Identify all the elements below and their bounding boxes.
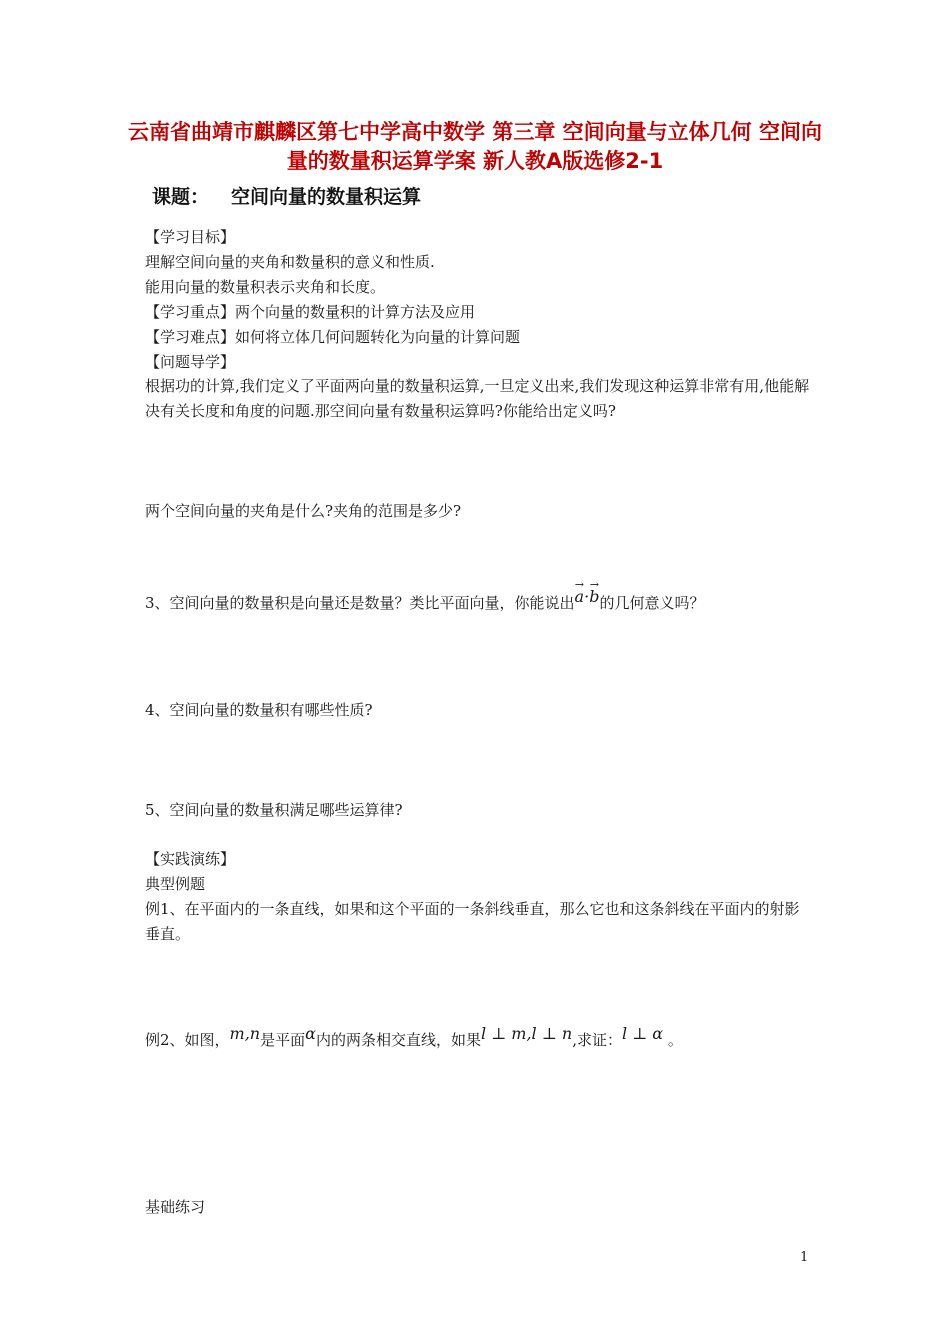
guide-intro: 根据功的计算,我们定义了平面两向量的数量积运算,一旦定义出来,我们发现这种运算非常有用,他能解决有关长度和角度的问题.那空间向量有数量积运算吗?你能给出定义吗? — [145, 377, 810, 420]
objective-item-1: 理解空间向量的夹角和数量积的意义和性质. — [145, 253, 435, 271]
key-point: 【学习重点】两个向量的数量积的计算方法及应用 — [145, 303, 476, 321]
lesson-label: 课题： — [152, 186, 210, 208]
question-5: 5、空间向量的数量积满足哪些运算律? — [145, 801, 403, 819]
question-3 — [145, 584, 810, 616]
basic-practice-heading: 基础练习 — [145, 1198, 206, 1216]
question-3-text-start: 3、空间向量的数量积是向量还是数量？类比平面向量，你能说出 — [145, 594, 575, 612]
difficulty: 【学习难点】如何将立体几何问题转化为向量的计算问题 — [145, 328, 521, 346]
document-title: 云南省曲靖市麒麟区第七中学高中数学 第三章 空间向量与立体几何 空间向量的数量积运算学案 新人教A版选修2-1 — [128, 120, 822, 173]
dot-operator: · — [584, 587, 590, 606]
example-1: 例1、在平面内的一条直线，如果和这个平面的一条斜线垂直，那么它也和这条斜线在平面内的射影垂直。 — [145, 900, 800, 943]
math-alpha: α — [305, 1024, 316, 1043]
question-3-text-end: 的几何意义吗？ — [599, 594, 705, 612]
page-number: 1 — [800, 1250, 809, 1265]
example-2-text-5: 。 — [663, 1031, 683, 1049]
example-2 — [145, 1024, 810, 1053]
objectives-heading: 【学习目标】 — [145, 228, 236, 246]
example-2-text-2: 是平面 — [260, 1031, 306, 1049]
math-m-n: m,n — [229, 1024, 261, 1043]
practice-subheading: 典型例题 — [145, 875, 206, 893]
lesson-title — [152, 184, 421, 210]
objective-item-2: 能用向量的数量积表示夹角和长度。 — [145, 278, 386, 296]
math-perpendicular-condition: l ⊥ m,l ⊥ n — [480, 1024, 573, 1043]
example-2-text-1: 例2、如图， — [145, 1031, 230, 1049]
vector-product-expression — [575, 587, 600, 606]
guide-heading: 【问题导学】 — [145, 353, 236, 371]
vector-b: → b — [589, 578, 599, 609]
question-4: 4、空间向量的数量积有哪些性质? — [145, 701, 373, 719]
math-perpendicular-goal: l ⊥ α — [621, 1024, 664, 1043]
question-2: 两个空间向量的夹角是什么?夹角的范围是多少? — [145, 502, 462, 520]
example-2-text-4: ,求证： — [572, 1031, 622, 1049]
practice-heading: 【实践演练】 — [145, 850, 236, 868]
lesson-name: 空间向量的数量积运算 — [231, 186, 422, 208]
example-2-text-3: 内的两条相交直线，如果 — [315, 1031, 481, 1049]
vector-a: → a — [575, 578, 585, 609]
